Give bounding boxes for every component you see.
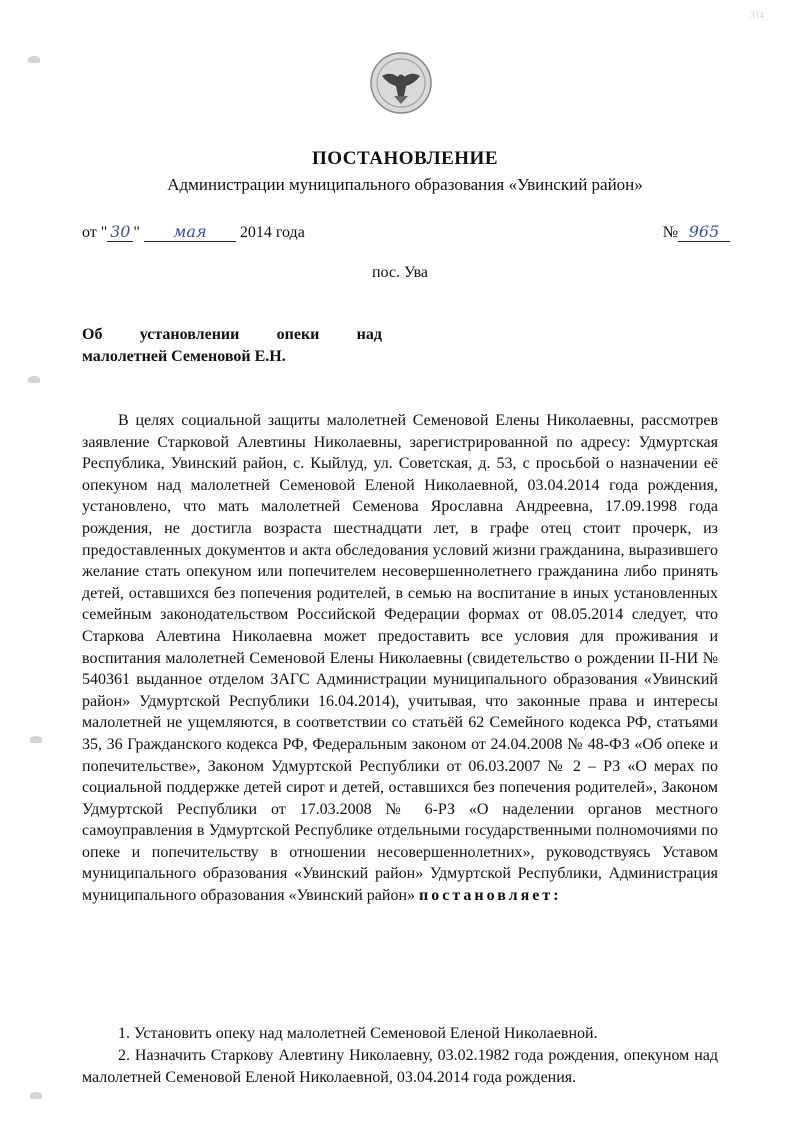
scan-speck	[28, 376, 40, 383]
number-value: 965	[678, 222, 730, 242]
subject-word: Об	[82, 326, 103, 343]
date-day: 30	[107, 222, 133, 242]
document-number	[663, 222, 730, 242]
document-place: пос. Ува	[371, 264, 429, 281]
scan-speck	[30, 1092, 42, 1099]
document-subtitle: Администрации муниципального образования «Увинский район»	[167, 175, 643, 194]
date-prefix: от "	[82, 224, 108, 241]
subject-line-2: малолетней Семеновой Е.Н.	[82, 348, 286, 365]
body-text: В целях социальной защиты малолетней Семеновой Елены Николаевны, рассмотрев заявление Старковой Алевтины Николаевны, зарегистрированной по адресу: Удмуртская Республика, Увинский район, с. Кыйлуд, ул. Советская, д. 53, с просьбой о назначении её опекуном над малолетней Семеновой Еленой Николаевной, 03.04.2014 года рождения, установлено, что мать малолетней Семенова Ярославна Андреевна, 17.09.1998 года рождения, не достигла возраста шестнадцати лет, в графе отец стоит прочерк, из предоставленных документов и акта обследования условий жизни гражданина, выразившего желание стать опекуном или попечителем несовершеннолетнего гражданина либо принять детей, оставшихся без попечения родителей, в семью на воспитание в иных установленных семейным законодательством Российской Федерации формах от 08.05.2014 следует, что Старкова Алевтина Николаевна может предоставить все условия для проживания и воспитания малолетней Семеновой Елены Николаевны (свидетельство о рождении II-НИ № 540361 выданное отделом ЗАГС Администрации муниципального образования «Увинский район» Удмуртской Республики 16.04.2014), учитывая, что законные права и интересы малолетней не ущемляются, в соответствии со статьёй 62 Семейного кодекса РФ, статьями 35, 36 Гражданского кодекса РФ, Федеральным законом от 24.04.2008 № 48-ФЗ «Об опеке и попечительстве», Законом Удмуртской Республики от 06.03.2007 № 2 – РЗ «О мерах по социальной поддержке детей сирот и детей, оставшихся без попечения родителей», Законом Удмуртской Республики от 17.03.2008 № 6-РЗ «О наделении органов местного самоуправления в Удмуртской Республике отдельными государственными полномочиями по опеке и попечительству в отношении несовершеннолетних», руководствуясь Уставом муниципального образования «Увинский район» Удмуртской Республики, Администрация муниципального образования «Увинский район»	[82, 412, 718, 905]
decree-item-1: 1. Установить опеку над малолетней Семеновой Еленой Николаевной.	[118, 1025, 598, 1042]
decree-item-2: 2. Назначить Старкову Алевтину Николаевну, 03.02.1982 года рождения, опекуном над малолетней Семеновой Еленой Николаевной, 03.04.2014 года рождения.	[82, 1047, 718, 1086]
document-title: ПОСТАНОВЛЕНИЕ	[311, 148, 499, 169]
subject-word: установлении	[139, 326, 240, 343]
subject-word: опеки	[276, 326, 320, 343]
date-month: мая	[144, 222, 236, 242]
scan-speck	[30, 736, 42, 743]
date-quote: "	[133, 224, 140, 241]
document-body	[82, 410, 718, 907]
document-subject	[82, 324, 382, 368]
decree-items	[82, 1023, 718, 1089]
subject-line-1	[82, 324, 382, 346]
scan-speck	[28, 56, 40, 63]
decree-word: постановляет:	[419, 887, 562, 905]
body-paragraph	[82, 410, 718, 907]
number-label: №	[662, 224, 678, 241]
date-year: 2014 года	[239, 224, 305, 241]
coat-of-arms-emblem	[368, 50, 434, 116]
page-mark: 314	[750, 10, 764, 20]
subject-word: над	[356, 326, 382, 343]
date-line	[82, 222, 305, 242]
